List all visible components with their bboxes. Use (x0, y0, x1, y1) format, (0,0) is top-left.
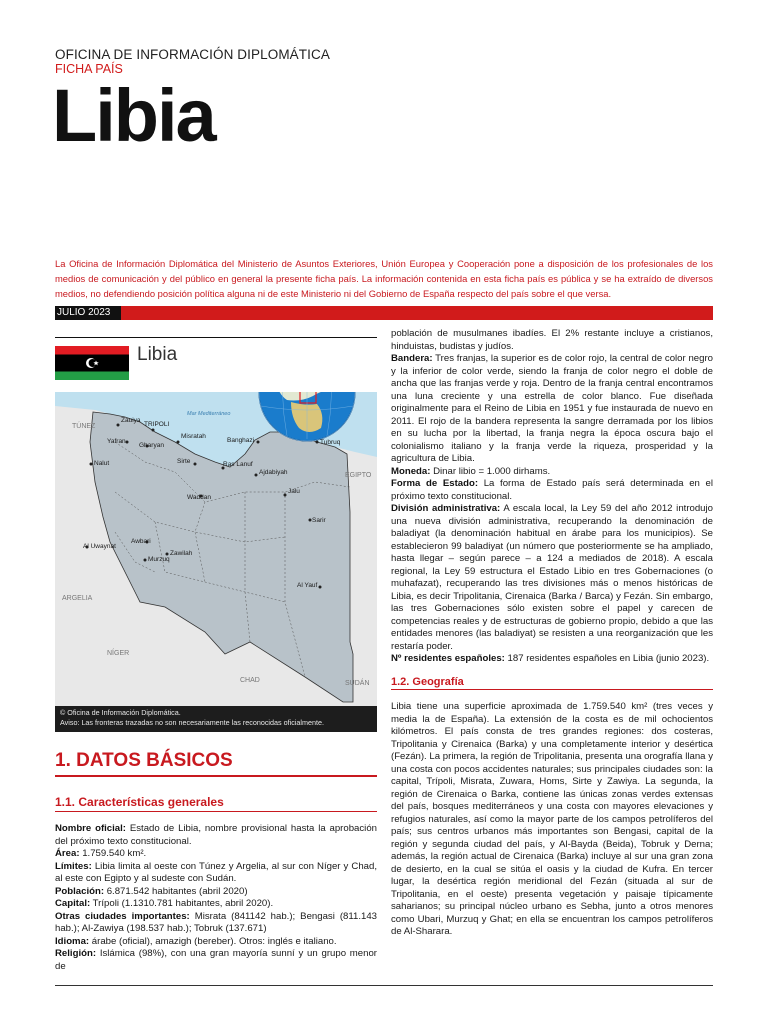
footer-rule (55, 985, 713, 986)
data-item: Forma de Estado: La forma de Estado país será determinada en el próximo texto constitucional. (391, 478, 713, 502)
section-rule (55, 775, 377, 777)
subsection-heading: 1.1. Características generales (55, 795, 224, 809)
data-item: Bandera: Tres franjas, la superior es de color rojo, la central de color negro y la inferior de color verde, siendo la franja de color negro el doble de ancha que las franjas verde y roja. Dentro de la franja central encontramos una luna creciente y una estrella de color blanco. Fue diseñada originalmente para el Reino de Libia en 1951 y fue instaurada de nuevo en 2011. El rojo de la bandera representa la sangre derramada por los libios en su lucha por la libertad, la franja negra la época oscura bajo el colonialismo italiano y la franja verde la riqueza, prosperidad y la agricultura de Libia. (391, 353, 713, 464)
city-label: Tubruq (320, 439, 341, 446)
city-label: TRIPOLI (144, 421, 170, 428)
data-item: Moneda: Dinar libio = 1.000 dirhams. (391, 465, 551, 477)
city-label: Awbari (131, 538, 151, 545)
city-label: Al Uwaynat (83, 543, 116, 550)
libya-flag-icon (55, 346, 129, 380)
map-credit (55, 706, 377, 732)
map-title: Libia (137, 344, 178, 365)
city-label: Zawilah (170, 550, 193, 557)
data-item: Otras ciudades importantes: Misrata (841142 hab.); Bengasi (811.143 hab.); Al-Zawiya (198.537 hab.); Tobruk (137.671) (55, 910, 377, 934)
basic-data-list (55, 823, 377, 973)
neighbor-label: EGIPTO (345, 472, 372, 479)
neighbor-label: CHAD (240, 677, 260, 684)
city-label: Al Yauf (297, 582, 318, 589)
city-label: Zauiya (121, 417, 141, 424)
map-disclaimer: Aviso: Las fronteras trazadas no son necesariamente las reconocidas oficialmente. (60, 718, 324, 727)
data-item: División administrativa: A escala local, la Ley 59 del año 2012 introdujo una nueva división administrativa, recuperando la denominación de baladiyat (la denominación habitual en árabe para los municipios). Se establecieron 99 baladiyat (un número que posteriormente se ha ampliado, hasta llegar – según parece – a 124 a mediados de 2018). A escala regional, la Ley 59 estructura el Estado Libio en tres Gobernaciones (o muhafazat), recuperando las tres divisiones más o menos históricas de Libia, es decir Tripolitania, Cirenaica (Barka / Barca) y Fezán. Sin embargo, las tres Gobernaciones sólo existen sobre el papel y carecen de competencias reales y de estructuras de gobierno propio, debido a que las entidades menores (las baladiyat) se resisten a una reorganización que les restaría poder. (391, 503, 713, 652)
map-figure (55, 337, 377, 733)
city-label: Gharyan (139, 442, 164, 449)
data-item: Población: 6.871.542 habitantes (abril 2020) (55, 885, 248, 897)
city-label: Sarir (312, 517, 326, 524)
data-item: Límites: Libia limita al oeste con Túnez y Argelia, al sur con Níger y Chad, al este con Egipto y al sudeste con Sudán. (55, 860, 377, 884)
city-label: Banghazi (227, 437, 255, 444)
data-item: Capital: Trípoli (1.1310.781 habitantes, abril 2020). (55, 898, 274, 909)
city-label: Murzuq (148, 556, 170, 563)
data-item: población de musulmanes ibadíes. El 2% restante incluye a cristianos, hinduistas, budistas y judíos. (391, 328, 713, 352)
city-label: Misratah (181, 433, 206, 440)
subsection-heading: 1.2. Geografía (391, 676, 464, 688)
subsection-rule (55, 811, 377, 812)
data-item: Religión: Islámica (98%), con una gran mayoría sunní y un grupo menor de (55, 948, 377, 972)
subsection-rule (391, 689, 713, 690)
city-label: Ras Lanuf (223, 461, 253, 468)
data-item: Idioma: árabe (oficial), amazigh (bereber). Otros: inglés e italiano. (55, 935, 337, 947)
city-label: Nalut (94, 460, 110, 467)
neighbor-label: NÍGER (107, 650, 130, 657)
office-name: OFICINA DE INFORMACIÓN DIPLOMÁTICA (55, 47, 330, 62)
data-item: Área: 1.759.540 km². (55, 848, 147, 859)
basic-data-continued (391, 328, 713, 666)
neighbor-label: ARGELIA (62, 595, 93, 602)
data-item: Nº residentes españoles: 187 residentes españoles en Libia (junio 2023). (391, 653, 710, 664)
date-bar (55, 306, 713, 320)
document-type: FICHA PAÍS (55, 62, 123, 76)
geography-paragraph: Libia tiene una superficie aproximada de 1.759.540 km² (tres veces y media la de España). La extensión de la costa es de mil ochocientos kilómetros. El país consta de tres grandes regiones: dos costeras, Tripolitania y Cirenaica (Barka) y una completamente interior y desértica (Fezán). La primera, la región de Tripolitania, presenta una orografía llana y una costa con pocos accidentes naturales; sus principales ciudades son: la capital, Trípoli, Misrata, Zuwara, Homs, Sirte y Zawiya. La segunda, la región de Cirenaica o Barka, contiene las únicas zonas verdes extensas del país, bosques mediterráneos y una costa con mayores elevaciones y refugios naturales, así como la mayor parte de los campos petrolíferos del país; sus centros urbanos más importantes son Bengasi, capital de la región y segunda ciudad del país, y Al-Bayda (Beida), Tobruk y Derna; además, la región actual de Cirenaica (Barka) incluye al sur una gran zona de desierto, en la cual se sitúa el oasis y la ciudad de Kufra. En tercer lugar, la desértica región meridional del Fezán (situada al sur de Tripolitania, en el oeste) presenta vegetación y paisaje típicamente saharianos; su principal núcleo urbano es Sebha, junto a otros menores como Ubari, Murzuq y Ghat; en ella se encuentran los campos petrolíferos de Al-Sharara. (391, 701, 713, 937)
neighbor-label: TÚNEZ (72, 423, 96, 430)
city-label: Sirte (177, 458, 191, 465)
city-label: Waddan (187, 494, 211, 501)
map-credit-line: © Oficina de Información Diplomática. (60, 708, 181, 717)
city-label: Ajdabiyah (259, 469, 288, 476)
section-heading: 1. DATOS BÁSICOS (55, 750, 233, 771)
sea-label: Mar Mediterráneo (187, 411, 231, 417)
neighbor-label: SUDÁN (345, 680, 370, 687)
city-label: Yafran (107, 438, 126, 445)
page-title: Libia (52, 74, 215, 157)
city-label: Jalu (288, 488, 300, 495)
date-label: JULIO 2023 (55, 306, 121, 320)
intro-paragraph: La Oficina de Información Diplomática del Ministerio de Asuntos Exteriores, Unión Europea y Cooperación pone a disposición de los profesionales de los medios de comunicación y del público en general la presente ficha país. La información contenida en esta ficha país es pública y se ha extraído de diversos medios, no defendiendo posición política alguna ni de este Ministerio ni del Gobierno de España respecto del país sobre el que versa. (55, 258, 713, 299)
data-item: Nombre oficial: Estado de Libia, nombre provisional hasta la aprobación del próximo texto constitucional. (55, 823, 377, 847)
